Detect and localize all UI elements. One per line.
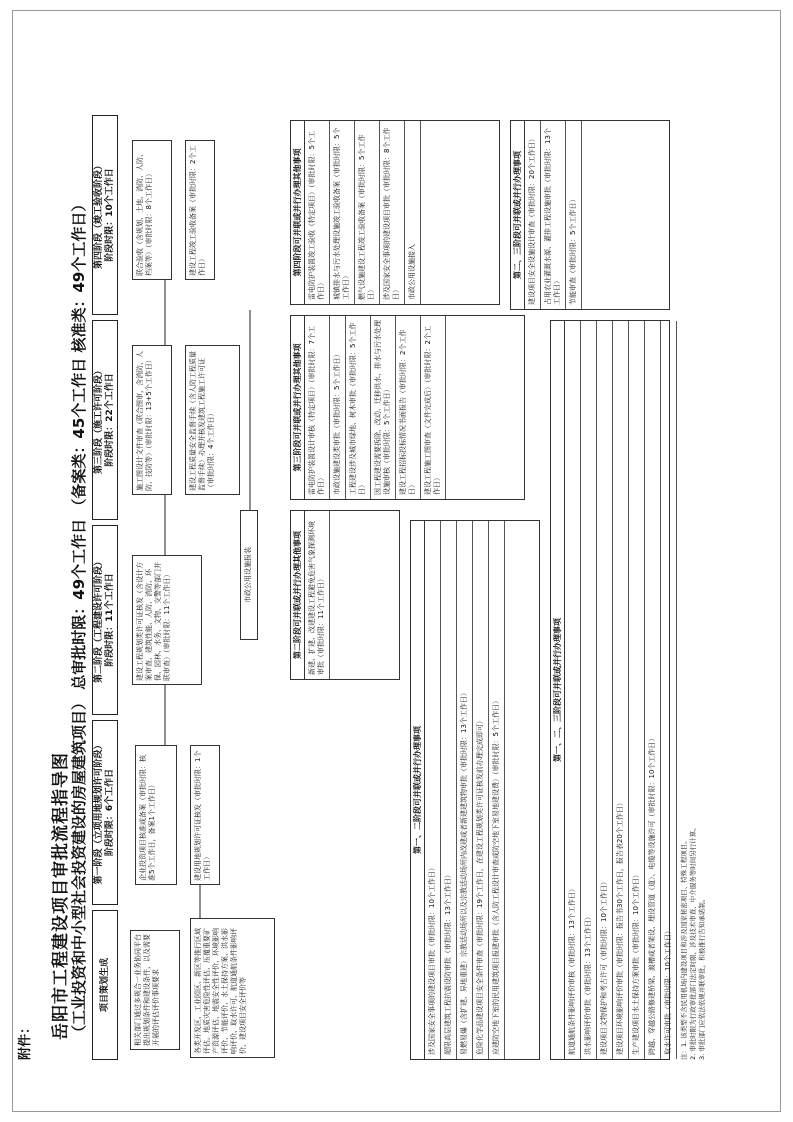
stage-3-title: 第三阶段（施工许可阶段） <box>94 366 104 475</box>
planning-requirements-box: 相关部门通过多规合一业务协同平台提出规划条件和建设条件，以及需要开展的评估评价事项要求 <box>130 930 180 1050</box>
s3-other-section <box>290 315 525 500</box>
list-item: 涉及国家安全事项的建设项目审批（审批时限：8个工作日） <box>380 121 405 304</box>
list-item: 建设项目文物保护和考古许可（审批时限：10个工作日） <box>597 321 613 1059</box>
list-item: 危险化学品建设项目安全条件审查（审批时限：19个工作日，在建设工程规划类许可证核发前办理完成即可） <box>473 521 489 1059</box>
planning-area-assessment-box: 各类开发区、工业园区、新区等推行区域评估。地质灾害危险性评估、压覆重要矿产资源评估、地震安全性评价、环境影响评价、节能评价、水土保持方案、洪水影响评价、取水许可、航道通航条件影响评价、建设项目安全评价等 <box>190 918 275 1058</box>
flowchart-rotated <box>40 60 740 1070</box>
footnote: 3. 审批部门应依法依规并联审批，积极推行告知承诺制。 <box>698 895 706 1060</box>
two-stage-section <box>410 520 540 1060</box>
list-item: 取水许可审批（审批时限：10个工作日） <box>661 321 677 1059</box>
list-item: 洪水影响评价审批（审批时限：13个工作日） <box>581 321 597 1059</box>
stage-2-title: 第二阶段（工程建设许可阶段） <box>94 557 104 684</box>
list-item: 涉及国家安全事项的建设项目审批（审批时限：10个工作日） <box>425 521 441 1059</box>
stage-1-time: 阶段时限：6个工作日 <box>105 768 115 857</box>
s1-approval-box: 企业投资项目核准或备案（审批时限：核准5个工作日，备案1个工作日） <box>135 745 177 885</box>
stage-3-time: 阶段时限：22个工作日 <box>105 373 115 467</box>
list-item: 建设工程施工图审查（文件完成后）（审批时限：2个工作日） <box>421 316 446 499</box>
s3-other-title: 第三阶段可并联或并行办理其他事项 <box>291 316 305 499</box>
list-item: 超限高层建筑工程抗震设防审批（审批时限：13个工作日） <box>441 521 457 1059</box>
two-stage-title: 第一、二阶段可并联或并行办理事项 <box>411 521 425 1059</box>
list-item: 航道通航条件影响评价审核（审批时限：13个工作日） <box>565 321 581 1059</box>
s2-utility-box: 市政公用设施报装 <box>240 510 258 640</box>
list-item: 雷电防护装置竣工验收（特定项目）（审批时限：5个工作日） <box>305 121 330 304</box>
list-item: 市政设施建设类审批（审批时限：5个工作日） <box>330 316 346 499</box>
s4-filing-box: 建设工程竣工验收备案（审批时限：2个工作日） <box>185 140 215 280</box>
list-item: 生产建设项目水土保持方案审批（审批时限：10个工作日） <box>629 321 645 1059</box>
footnote: 注：1. 该类型不含民用机场内建设项目和涉及国家秘密项目、特殊工程项目。 <box>680 837 688 1060</box>
s4-joint-acceptance-box: 联合验收（含规划、土地、消防、人防、档案等）（审批时限：8个工作日） <box>132 140 172 280</box>
s3-construction-permit-box: 建设工程质量安全监督手续（含人防工程质量监督手续）办理并核发建筑工程施工许可证（审批时限：4个工作日） <box>185 345 240 495</box>
list-item: 因工程建设需要拆除、改动、迁移供水、排水与污水处理设施审核（审批时限：5个工作日） <box>371 316 396 499</box>
s4-other-title: 第四阶段可并联或并行办理其他事项 <box>291 121 305 304</box>
footnotes <box>680 120 707 1060</box>
s2-other-section <box>290 510 400 680</box>
list-item: 占用农业灌溉水源、灌排工程设施审批（审批时限：13个工作日） <box>541 121 566 309</box>
three-stage-title: 第一、二、三阶段可并联或并行办理事项 <box>551 321 565 1059</box>
list-item: 新建、扩建、改建建设工程避免危害气象探测环境审批（审批时限：11个工作日） <box>305 511 330 679</box>
attachment-label: 附件： <box>18 1020 33 1060</box>
s3-drawing-review-box: 施工图设计文件审查（联合图审，含消防、人防、技防等）（审批时限：13+5个工作日） <box>132 345 172 495</box>
list-item: 市政公用设施接入 <box>405 121 421 304</box>
list-item: 工程建设涉及城市绿地、树木审批（审批时限：5个工作日） <box>346 316 371 499</box>
subtitle-left: （工业投资和中小型社会投资建设的房屋建筑项目） <box>70 694 88 1040</box>
footnote: 2. 审批时限为行政审批部门法定时限，涉及技术审查、中介服务等时间另行计算。 <box>689 824 697 1060</box>
list-item: 建设项目安全设施设计审查（审批时限：20个工作日） <box>525 121 541 309</box>
stage-4-title: 第四阶段（竣工验收阶段） <box>94 161 104 270</box>
two-three-stage-title: 第二、三阶段可并联或并行办理事项 <box>511 121 525 309</box>
two-three-stage-section <box>510 120 670 310</box>
s4-other-section <box>290 120 500 305</box>
three-stage-section <box>550 320 670 1060</box>
list-item: 燃气设施建设工程竣工验收备案（审批时限：5个工作日） <box>355 121 380 304</box>
stage-2-time: 阶段时限：11个工作日 <box>105 573 115 667</box>
subtitle-total: 总审批时限：49个工作日 <box>70 518 88 690</box>
list-item: 易燃易爆（含扩建、异地重建）宗教活动场所以及宗教活动场所内改建或者新建建筑物审批（审批时限：13个工作日） <box>457 521 473 1059</box>
page-title: 岳阳市工程建设项目审批流程指导图 <box>51 752 71 1040</box>
list-item: 跨越、穿越公路修建桥梁、渡槽或者架设、埋设管道（道）、电缆等设施许可（审批时限：10个工作日） <box>645 321 661 1059</box>
s2-other-title: 第二阶段可并联或并行办理其他事项 <box>291 511 305 679</box>
subtitle-right: （备案类：45个工作日 核准类：49个工作日） <box>70 196 88 514</box>
list-item: 建设工程招标投标情况书面报告（审批时限：2个工作日） <box>396 316 421 499</box>
stage-1-title: 第一阶段（立项用地规划许可阶段） <box>94 740 104 885</box>
stage-planning-title: 项目策划生成 <box>100 958 110 1013</box>
list-item: 城镇排水与污水处理设施竣工验收备案（审批时限：5个工作日） <box>330 121 355 304</box>
list-item: 雷电防护装置设计审核（特定项目）（审批时限：7个工作日） <box>305 316 330 499</box>
s2-planning-permit-box: 建设工程规划类许可证核发（含设计方案审查、建筑性能、人防、消防、环保、园林、水务、文物、交警等部门并联审查）（审批时限：11个工作日） <box>132 555 202 685</box>
list-item: 应建防空地下室的民用建筑项目报建审批（含人防工程设计审查或防空地下室易地建设费）（审批时限：5个工作日） <box>489 521 505 1059</box>
list-item: 建设项目环境影响评价审批（审批时限：报告书30个工作日，报告表20个工作日） <box>613 321 629 1059</box>
s1-land-permit-box: 建设用地规划许可证核发（审批时限：1个工作日） <box>190 745 220 885</box>
stage-4-time: 阶段时限：10个工作日 <box>105 168 115 262</box>
list-item: 节能审查（审批时限：5个工作日） <box>566 121 582 309</box>
